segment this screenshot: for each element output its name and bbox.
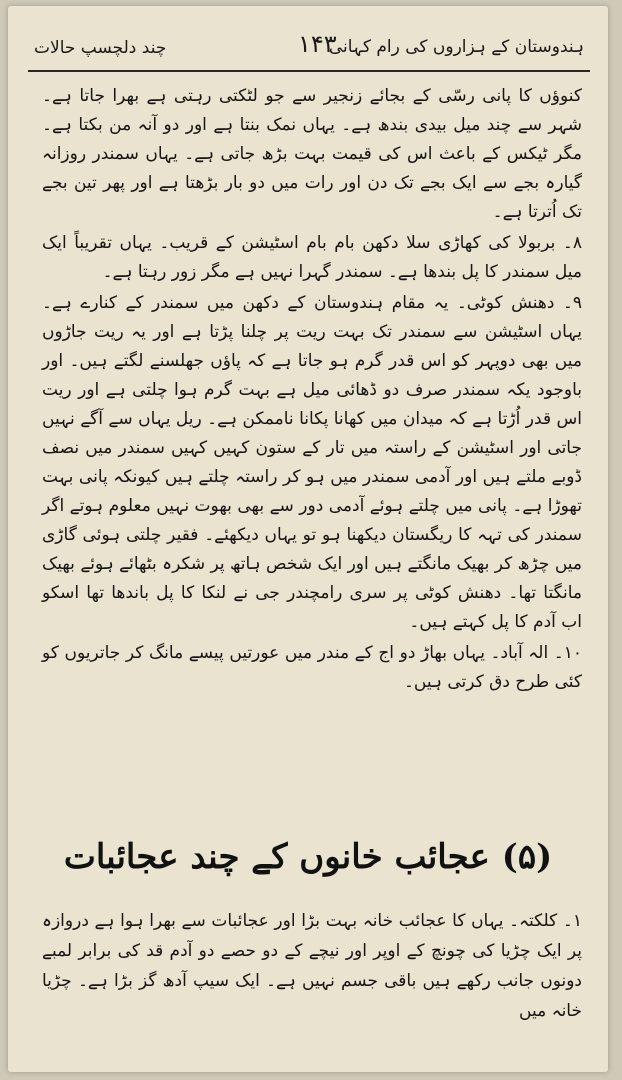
page-header <box>28 20 590 76</box>
paragraph: ۱۰۔ الہ آباد۔ یہاں بھاڑ دو اج کے مندر میں عورتیں پیسے مانگ کر جاتریوں کو کئی طرح دق کرتی ہیں۔ <box>42 643 582 692</box>
header-rule <box>28 70 590 72</box>
page-number: ۱۴۳ <box>298 30 337 58</box>
section-body <box>42 906 582 1026</box>
book-page <box>8 6 608 1072</box>
section-heading: (۵) عجائب خانوں کے چند عجائبات <box>63 837 553 877</box>
chapter-title: چند دلچسپ حالات <box>34 38 167 58</box>
paragraph: کنوؤں کا پانی رسّی کے بجائے زنجیر سے جو لٹکتی رہتی ہے بھرا جاتا ہے۔ شہر سے چند میل بیدی بندھ ہے۔ یہاں نمک بنتا ہے اور دو آنہ من بکتا ہے۔ مگر ٹیکس کے باعث اس کی قیمت بہت بڑھ جاتی ہے۔ یہاں سمندر روزانہ گیارہ بجے سے ایک بجے تک دن اور رات میں دو بار بڑھتا ہے اور پھر تین بجے تک اُترتا ہے۔ <box>42 86 582 222</box>
paragraph: ۹۔ دھنش کوٹی۔ یہ مقام ہندوستان کے دکھن میں سمندر کے کنارے ہے۔ یہاں اسٹیشن سے سمندر تک بہت ریت پر چلنا پڑتا ہے اور یہ ریت جاڑوں میں بھی دوپہر کو اس قدر گرم ہو جاتا ہے کہ پاؤں جھلسنے لگتے ہیں۔ اور باوجود یکہ سمندر صرف دو ڈھائی میل ہے بہت گرم ہوا چلتی ہے اور ریت اس قدر اُڑتا ہے کہ میدان میں کھانا پکانا ناممکن ہے۔ ریل یہاں سے آگے نہیں جاتی اور اسٹیشن کے راستہ میں تار کے ستون کہیں کہیں سمندر میں نصف ڈوبے ملتے ہیں اور آدمی سمندر میں ہو کر راستہ چلتے ہیں کیونکہ پانی بہت تھوڑا ہے۔ پانی میں چلتے ہوئے آدمی دور سے بھی بھوت نہیں معلوم ہوتے اگر سمندر کی تہہ کا ریگستان دیکھنا ہو تو یہاں دیکھئے۔ فقیر چلتی ہوئی گاڑی میں چڑھ کر بھیک مانگتے ہیں اور ایک شخص ہاتھ پر شکرہ بٹھائے ہوئے بھیک مانگتا تھا۔ دھنش کوٹی پر سری رامچندر جی نے لنکا کا پل باندھا تھا اسکو اب آدم کا پل کہتے ہیں۔ <box>42 293 582 632</box>
paragraph: ۱۔ کلکتہ۔ یہاں کا عجائب خانہ بہت بڑا اور عجائبات سے بھرا ہوا ہے دروازہ پر ایک چڑیا کی چونچ کے اوپر اور نیچے کے دو حصے دو آدم قد کی برابر لمبے دونوں جانب رکھے ہیں باقی جسم نہیں ہے۔ ایک سیپ آدھ گز بڑا ہے۔ چڑیا خانہ میں <box>42 911 582 1021</box>
running-title: ہندوستان کے ہزاروں کی رام کہانی <box>328 37 584 57</box>
body-text <box>42 82 582 699</box>
paragraph: ۸۔ بربولا کی کھاڑی سلا دکھن بام بام اسٹیشن کے قریب۔ یہاں تقریباً ایک میل سمندر کا پل بندھا ہے۔ سمندر گہرا نہیں ہے مگر زور رہتا ہے۔ <box>42 233 582 282</box>
